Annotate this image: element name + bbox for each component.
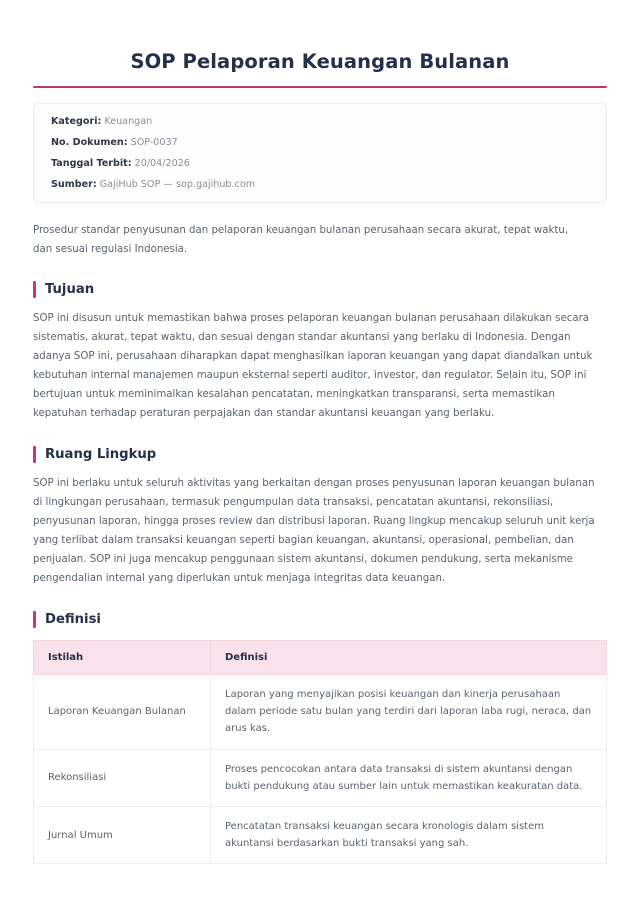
metadata-value-tanggal: 20/04/2026 xyxy=(134,158,190,170)
section-definisi xyxy=(33,611,607,864)
metadata-row-tanggal xyxy=(51,159,589,169)
metadata-value-sumber: GajiHub SOP — sop.gajihub.com xyxy=(99,179,256,191)
section-title-definisi: Definisi xyxy=(45,611,101,627)
table-header-definisi: Definisi xyxy=(211,641,607,675)
accent-bar-icon xyxy=(33,281,36,298)
section-tujuan xyxy=(33,281,607,424)
section-heading-ruang-lingkup xyxy=(33,446,607,463)
page-title: SOP Pelaporan Keuangan Bulanan xyxy=(130,50,510,73)
metadata-value-kategori: Keuangan xyxy=(104,116,153,127)
metadata-label-kategori: Kategori: xyxy=(51,116,102,127)
metadata-label-tanggal: Tanggal Terbit: xyxy=(51,158,132,170)
table-cell-definition: Laporan yang menyajikan posisi keuangan dan kinerja perusahaan dalam periode satu bulan yang terdiri dari laporan laba rugi, neraca, dan arus kas. xyxy=(211,675,607,750)
metadata-row-dokumen xyxy=(51,138,589,148)
section-body-tujuan: SOP ini disusun untuk memastikan bahwa proses pelaporan keuangan bulanan perusahaan dilakukan secara sistematis, akurat, tepat waktu, dan sesuai dengan standar akuntansi yang berlaku di Indonesia. Dengan adanya SOP ini, perusahaan diharapkan dapat menghasilkan laporan keuangan yang dapat diandalkan untuk kebutuhan internal manajemen maupun eksternal seperti auditor, investor, dan regulator. Selain itu, SOP ini bertujuan untuk meminimalkan kesalahan pencatatan, meningkatkan transparansi, serta memastikan kepatuhan terhadap peraturan perpajakan dan standar akuntansi keuangan yang berlaku. xyxy=(33,313,593,420)
intro-paragraph: Prosedur standar penyusunan dan pelaporan keuangan bulanan perusahaan secara akurat, tepat waktu, dan sesuai regulasi Indonesia. xyxy=(33,225,569,255)
metadata-value-dokumen: SOP-0037 xyxy=(130,137,178,149)
section-heading-tujuan xyxy=(33,281,607,298)
table-cell-term: Laporan Keuangan Bulanan xyxy=(34,675,211,750)
table-row xyxy=(34,675,607,750)
definisi-table-body xyxy=(34,675,607,864)
metadata-label-sumber: Sumber: xyxy=(51,179,97,191)
accent-bar-icon xyxy=(33,611,36,628)
metadata-label-dokumen: No. Dokumen: xyxy=(51,137,128,149)
definisi-table xyxy=(33,640,607,864)
title-divider xyxy=(33,86,607,88)
definisi-table-head xyxy=(34,641,607,675)
table-cell-definition: Pencatatan transaksi keuangan secara kronologis dalam sistem akuntansi berdasarkan bukti transaksi yang sah. xyxy=(211,806,607,863)
section-ruang-lingkup xyxy=(33,446,607,589)
metadata-row-sumber xyxy=(51,180,589,190)
metadata-row-kategori xyxy=(51,117,589,127)
table-row xyxy=(34,749,607,806)
table-row xyxy=(34,806,607,863)
table-cell-term: Rekonsiliasi xyxy=(34,749,211,806)
accent-bar-icon xyxy=(33,446,36,463)
section-title-ruang-lingkup: Ruang Lingkup xyxy=(45,447,157,463)
section-title-tujuan: Tujuan xyxy=(45,282,95,298)
table-header-istilah: Istilah xyxy=(34,641,211,675)
table-cell-term: Jurnal Umum xyxy=(34,806,211,863)
table-header-row xyxy=(34,641,607,675)
document-metadata-box xyxy=(33,103,607,203)
table-cell-definition: Proses pencocokan antara data transaksi di sistem akuntansi dengan bukti pendukung atau sumber lain untuk memastikan keakuratan data. xyxy=(211,749,607,806)
section-heading-definisi xyxy=(33,611,607,628)
section-body-ruang-lingkup: SOP ini berlaku untuk seluruh aktivitas yang berkaitan dengan proses penyusunan laporan keuangan bulanan di lingkungan perusahaan, termasuk pengumpulan data transaksi, pencatatan akuntansi, rekonsiliasi, penyusunan laporan, hingga proses review dan distribusi laporan. Ruang lingkup mencakup seluruh unit kerja yang terlibat dalam transaksi keuangan seperti bagian keuangan, akuntansi, operasional, pembelian, dan penjualan. SOP ini juga mencakup penggunaan sistem akuntansi, dokumen pendukung, serta mekanisme pengendalian internal yang diperlukan untuk menjaga integritas data keuangan. xyxy=(33,478,595,585)
